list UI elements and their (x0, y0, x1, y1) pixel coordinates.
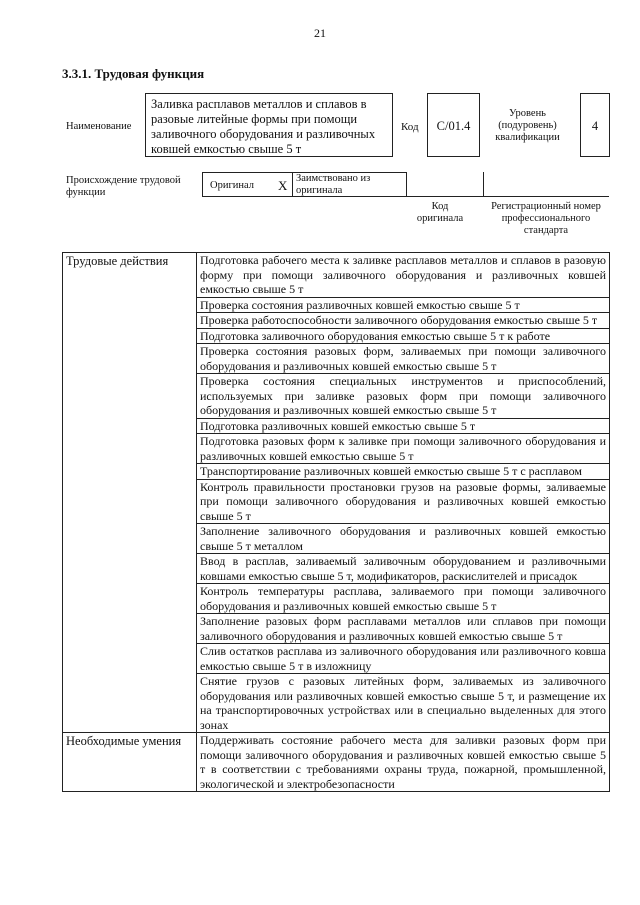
labor-action-item: Проверка работоспособности заливочного оборудования емкостью свыше 5 т (197, 313, 610, 329)
labor-action-item: Транспортирование разливочных ковшей емкостью свыше 5 т с расплавом (197, 464, 610, 480)
qualification-level: 4 (580, 93, 610, 157)
reg-number-cell (483, 172, 609, 197)
skill-header: Необходимые умения (63, 733, 197, 792)
labor-action-header: Трудовые действия (63, 253, 197, 733)
labor-action-item: Подготовка разливочных ковшей емкостью свыше 5 т (197, 418, 610, 434)
function-table (62, 252, 610, 792)
borrowed-label: Заимствовано из оригинала (296, 173, 371, 196)
labor-action-item: Контроль температуры расплава, заливаемого при помощи заливочного оборудования и разливочных ковшей емкостью свыше 5 т (197, 584, 610, 614)
original-mark: Х (278, 178, 288, 193)
labor-action-item: Заполнение разовых форм расплавами металлов или сплавов при помощи заливочного оборудования и разливочных ковшей емкостью свыше 5 т (197, 614, 610, 644)
labor-action-item: Ввод в расплав, заливаемый заливочным оборудованием и разливочными ковшами емкостью свыше 5 т, модификаторов, раскислителей и присадок (197, 554, 610, 584)
reg-number-label: Регистрационный номер профессионального стандарта (491, 201, 601, 236)
code-label: Код (401, 121, 419, 133)
table-row (63, 733, 610, 792)
code-original-cell (407, 172, 483, 197)
name-label: Наименование (66, 121, 132, 132)
borrowed-cell (292, 172, 407, 197)
original-label: Оригинал (210, 180, 254, 191)
section-title: 3.3.1. Трудовая функция (62, 66, 205, 81)
labor-action-item: Проверка состояния специальных инструментов и приспособлений, используемых при заливке разовых форм при помощи заливочного оборудования и разливочных ковшей емкостью свыше 5 т (197, 374, 610, 419)
function-code: С/01.4 (427, 93, 480, 157)
labor-action-item: Подготовка заливочного оборудования емкостью свыше 5 т к работе (197, 328, 610, 344)
origin-label: Происхождение трудовой функции (66, 175, 181, 198)
labor-action-item: Снятие грузов с разовых литейных форм, заливаемых из заливочного оборудования или разливочных ковшей емкостью свыше 5 т, и размещение их на транспортировочных устройствах или в специально выделенных для этого зонах (197, 674, 610, 733)
origin-row (202, 172, 609, 199)
labor-action-item: Слив остатков расплава из заливочного оборудования или разливочного ковша емкостью свыше 5 т в изложницу (197, 644, 610, 674)
labor-action-item: Подготовка разовых форм к заливке при помощи заливочного оборудования и разливочных ковшей емкостью свыше 5 т (197, 434, 610, 464)
level-label: Уровень (подуровень) квалификации (495, 108, 560, 143)
labor-action-item: Заполнение заливочного оборудования и разливочных ковшей емкостью свыше 5 т металлом (197, 524, 610, 554)
original-cell (202, 172, 292, 197)
table-row (63, 253, 610, 298)
labor-action-item: Проверка состояния разовых форм, заливаемых при помощи заливочного оборудования и разливочных ковшей емкостью свыше 5 т (197, 344, 610, 374)
function-name: Заливка расплавов металлов и сплавов в разовые литейные формы при помощи заливочного оборудования и разливочных ковшей емкостью свыше 5 т (145, 93, 393, 157)
labor-action-item: Подготовка рабочего места к заливке расплавов металлов и сплавов в разовую форму при помощи заливочного оборудования и разливочных ковшей емкостью свыше 5 т (197, 253, 610, 298)
code-original-label: Код оригинала (416, 201, 464, 224)
skill-item: Поддерживать состояние рабочего места для заливки разовых форм при помощи заливочного оборудования и разливочных ковшей емкостью свыше 5 т в соответствии с требованиями охраны труда, пожарной, промышленной, экологической и электробезопасности (197, 733, 610, 792)
labor-action-item: Проверка состояния разливочных ковшей емкостью свыше 5 т (197, 297, 610, 313)
labor-action-item: Контроль правильности простановки грузов на разовые формы, заливаемые при помощи заливочного оборудования и разливочных ковшей емкостью свыше 5 т (197, 479, 610, 524)
page-number: 21 (314, 26, 326, 40)
